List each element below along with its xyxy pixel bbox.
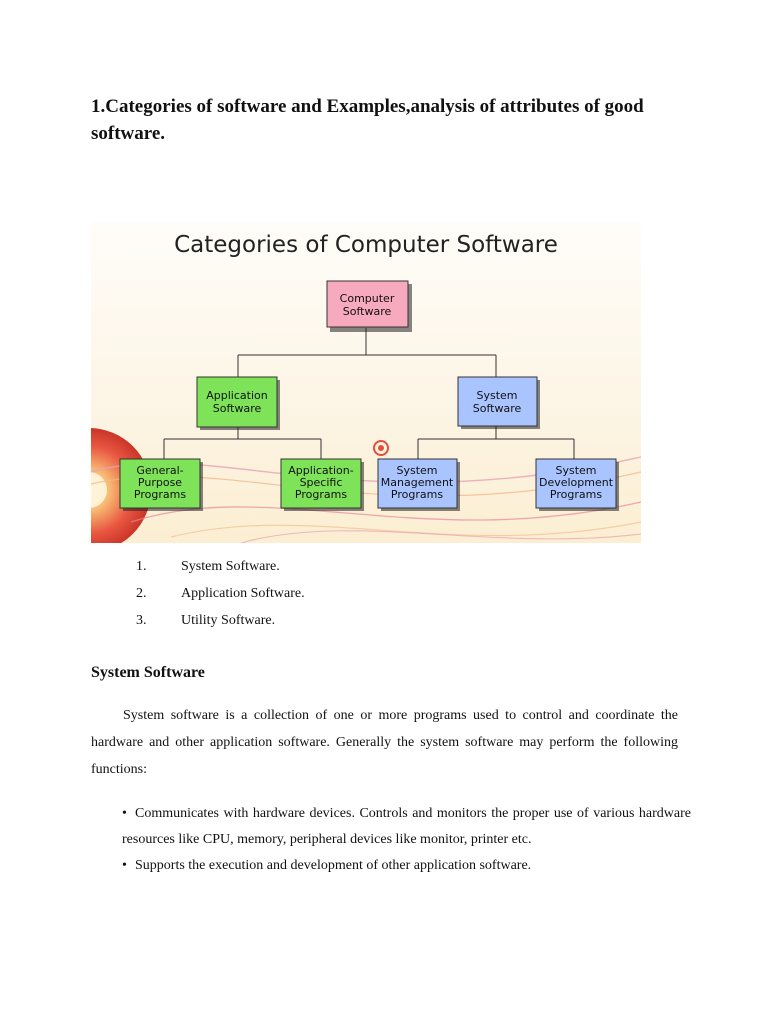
node-system-development-programs [536, 459, 619, 511]
diagram-canvas [91, 222, 641, 543]
functions-list [122, 801, 691, 879]
bullet-icon: • [122, 858, 127, 873]
svg-text:Development: Development [538, 476, 614, 489]
section-paragraph: System software is a collection of one or more programs used to control and coordinate the hardware and other application software. Generally the system software may perform the following functions: [91, 708, 678, 777]
list-item: • Communicates with hardware devices. Controls and monitors the proper use of various hardware resources like CPU, memory, peripheral devices like monitor, printer etc. [122, 801, 691, 853]
list-item: 1. System Software. [136, 559, 280, 574]
software-types-list [136, 558, 305, 639]
diagram-title: Categories of Computer Software [174, 232, 558, 258]
svg-text:Computer: Computer [339, 292, 395, 305]
document-heading: 1.Categories of software and Examples,analysis of attributes of good software. [91, 96, 644, 144]
svg-text:General-: General- [136, 464, 184, 477]
node-system-software [458, 377, 540, 429]
svg-text:Software: Software [472, 402, 522, 415]
node-application-software [197, 377, 280, 430]
node-system-management-programs [378, 459, 460, 511]
node-general-purpose-programs [120, 459, 203, 511]
svg-text:Software: Software [212, 402, 262, 415]
bullet-icon: • [122, 806, 127, 821]
software-categories-diagram [91, 222, 641, 543]
list-item: 3. Utility Software. [136, 613, 276, 628]
svg-text:Programs: Programs [294, 488, 348, 501]
svg-text:System: System [555, 464, 597, 477]
list-item: • Supports the execution and development of other application software. [122, 853, 691, 879]
section-heading: System Software [91, 664, 205, 681]
svg-text:Purpose: Purpose [137, 476, 183, 489]
svg-text:Application-: Application- [288, 464, 354, 477]
svg-text:Specific: Specific [299, 476, 343, 489]
svg-text:Programs: Programs [549, 488, 603, 501]
node-computer-software [327, 281, 412, 332]
svg-text:Software: Software [342, 305, 392, 318]
svg-text:System: System [476, 389, 518, 402]
svg-text:Programs: Programs [390, 488, 444, 501]
svg-text:Management: Management [380, 476, 454, 489]
svg-text:Programs: Programs [133, 488, 187, 501]
svg-text:Application: Application [206, 389, 268, 402]
list-item: 2. Application Software. [136, 586, 305, 601]
node-application-specific-programs [281, 459, 364, 511]
svg-text:System: System [396, 464, 438, 477]
